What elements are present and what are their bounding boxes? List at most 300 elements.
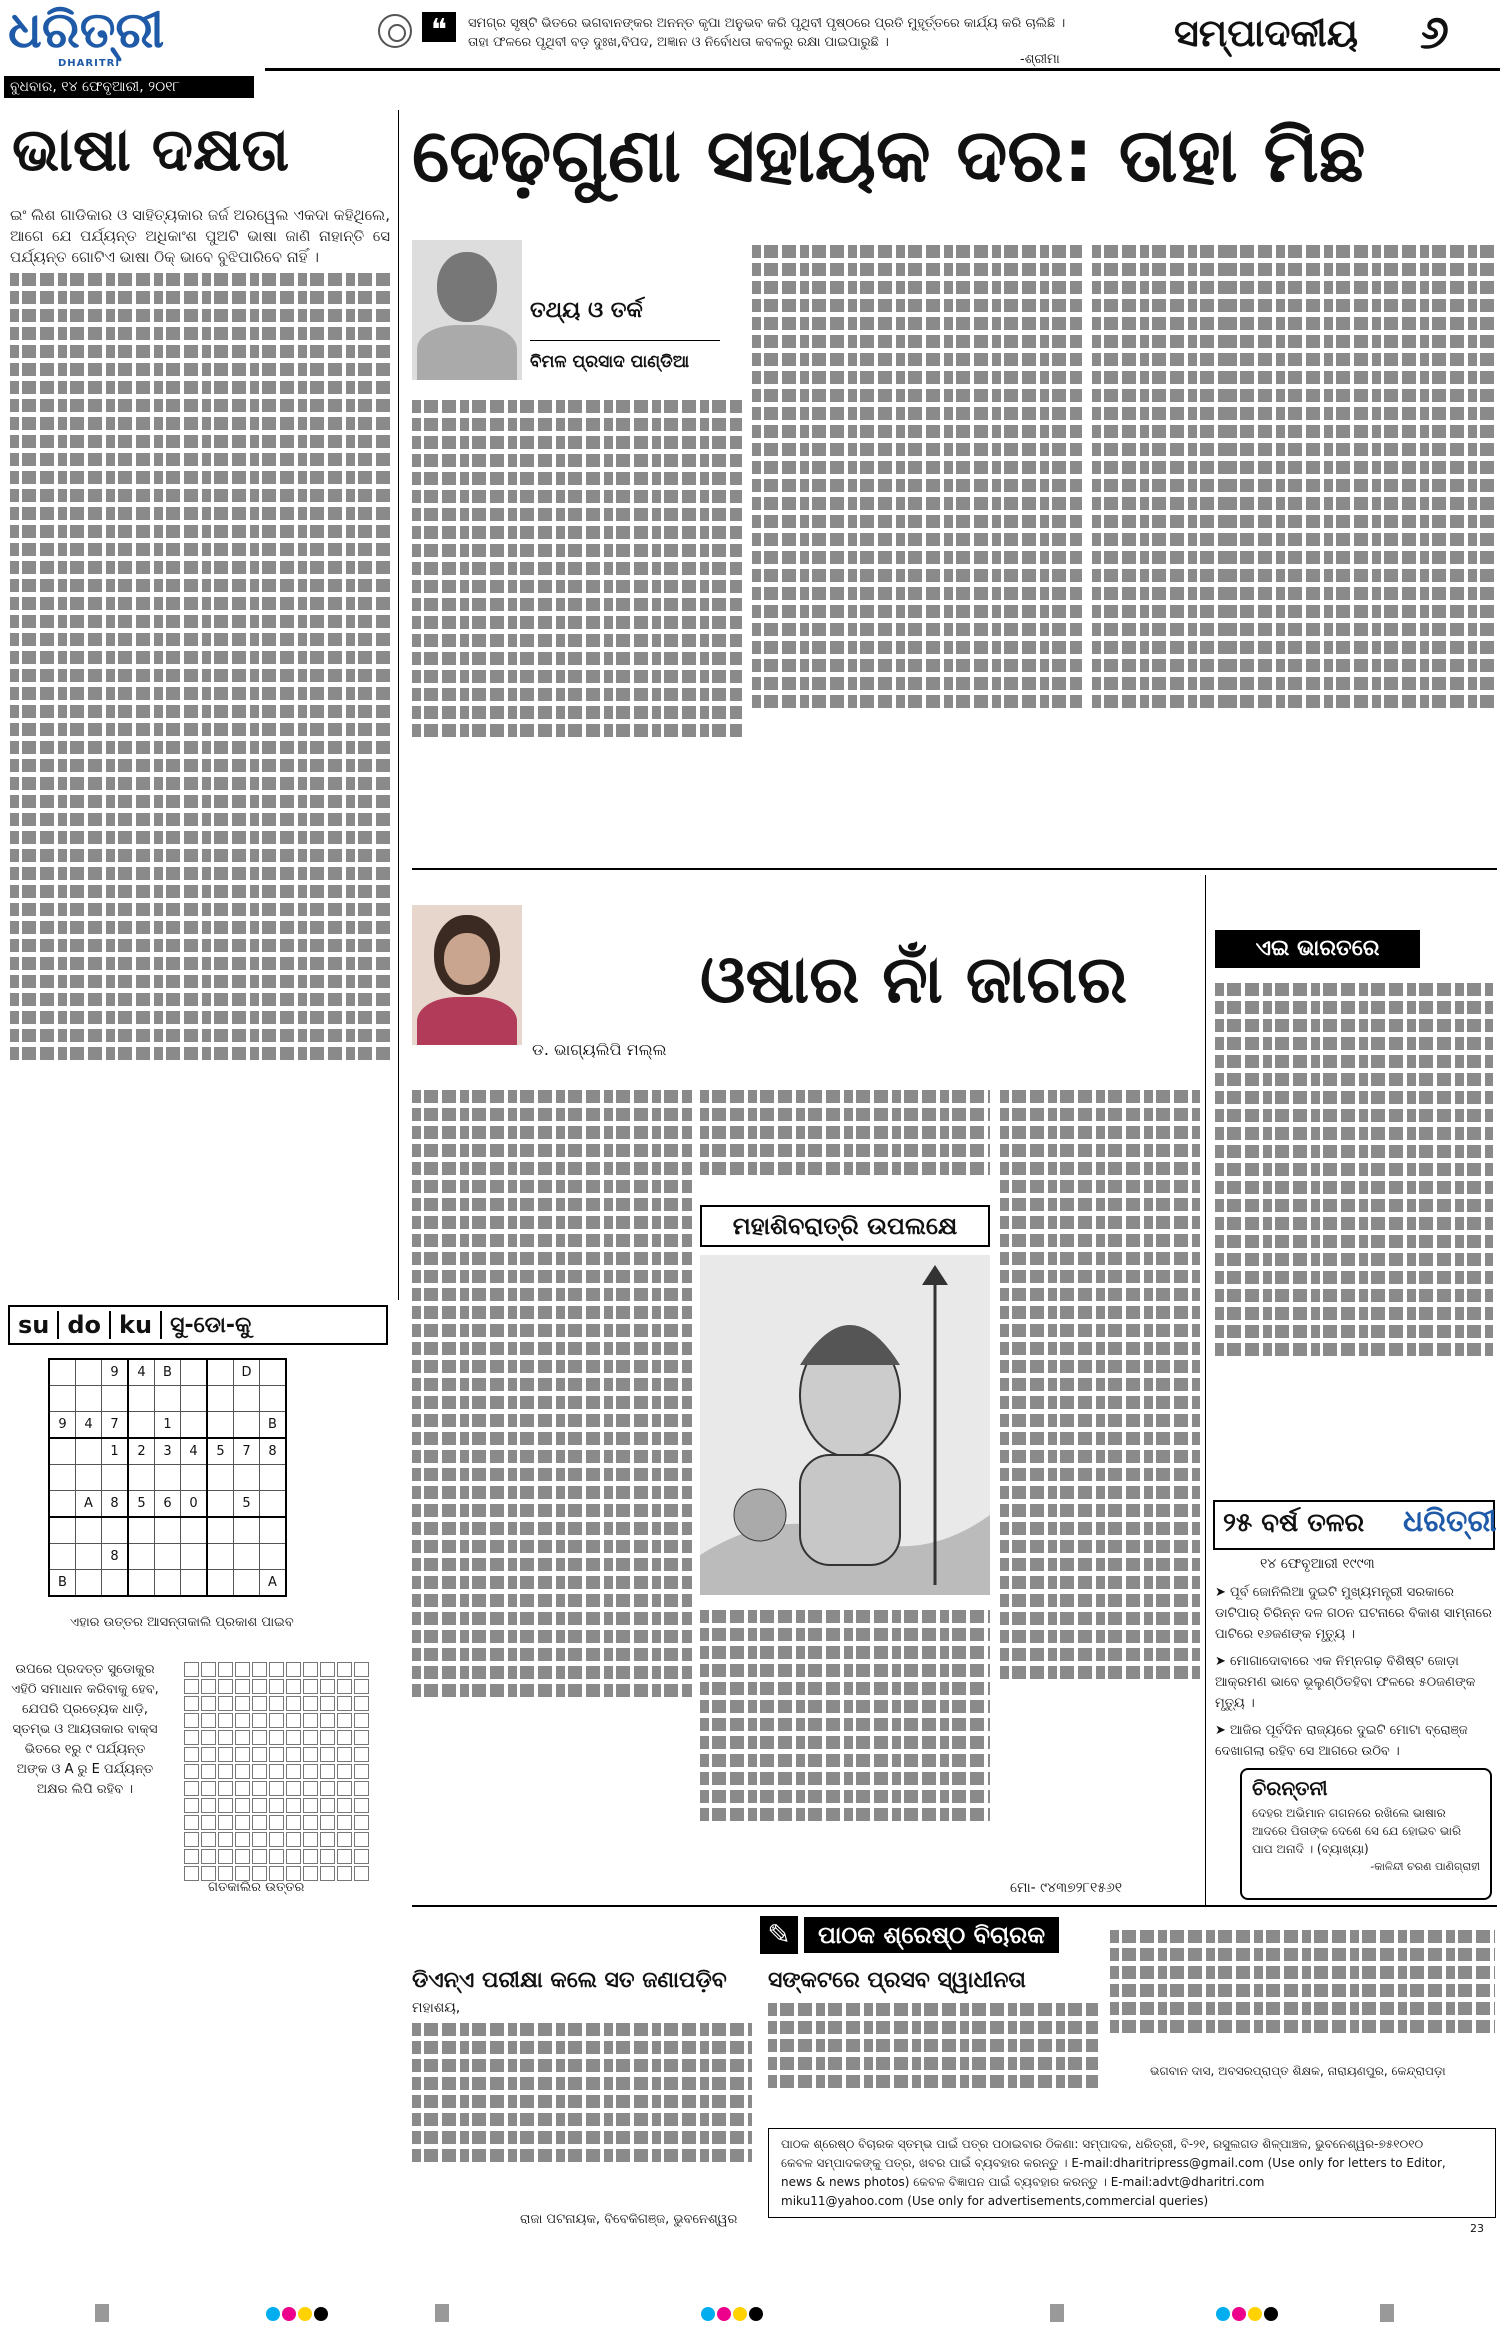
sudoku-solution-cell [218, 1849, 233, 1864]
page-folio: 23 [1470, 2222, 1484, 2235]
sudoku-solution-cell [286, 1798, 301, 1813]
main-author: ବିମଳ ପ୍ରସାଦ ପାଣ୍ଡିଆ [530, 352, 690, 372]
sudoku-cell [102, 1386, 129, 1412]
main-col-1 [412, 395, 742, 855]
sudoku-cell [76, 1544, 102, 1570]
sudoku-solution-cell [354, 1781, 369, 1796]
years-ago-list [1215, 1582, 1493, 1762]
footer-email-advt: news & news photos) କେବଳ ବିଜ୍ଞାପନ ପାଇଁ ବ୍ୟବହାର କରନ୍ତୁ । E-mail:advt@dharitri.com [781, 2175, 1265, 2189]
sudoku-caption: ଏହାର ଉତ୍ତର ଆସନ୍ତାକାଲି ପ୍ରକାଶ ପାଇବ [70, 1615, 294, 1630]
sudoku-solution-cell [252, 1679, 267, 1694]
sudoku-cell: 8 [102, 1491, 129, 1518]
sudoku-solution-cell [303, 1730, 318, 1745]
sudoku-solution-cell [184, 1849, 199, 1864]
sudoku-solution-cell [184, 1798, 199, 1813]
sudoku-cell [260, 1465, 287, 1491]
sudoku-solution-cell [201, 1662, 216, 1677]
sudoku-cell [207, 1517, 234, 1544]
sudoku-solution-cell [303, 1764, 318, 1779]
sudoku-cell [155, 1570, 181, 1597]
sudoku-solution-cell [218, 1866, 233, 1881]
sudoku-cell: 6 [155, 1491, 181, 1518]
sudoku-solution-cell [286, 1662, 301, 1677]
sudoku-solution-cell [303, 1781, 318, 1796]
sudoku-cell [49, 1465, 76, 1491]
sudoku-solution-row [184, 1730, 369, 1745]
sudoku-solution-cell [184, 1696, 199, 1711]
sudoku-solution-cell [337, 1815, 352, 1830]
sudoku-solution-cell [354, 1815, 369, 1830]
sudoku-solution-cell [354, 1696, 369, 1711]
sudoku-solution-cell [320, 1747, 335, 1762]
ei-bharat-title: ଏଇ ଭାରତରେ [1255, 936, 1380, 961]
sudoku-solution-cell [201, 1849, 216, 1864]
sudoku-solution-cell [303, 1713, 318, 1728]
sudoku-cell: 4 [76, 1412, 102, 1439]
shiva-illustration [700, 1255, 990, 1595]
author-photo-2 [412, 905, 522, 1045]
sudoku-solution-cell [201, 1747, 216, 1762]
letter-1-sign: ରାଜା ପଟନାୟକ, ବିବେକିଗଞ୍ଜ, ଭୁବନେଶ୍ୱର [520, 2212, 738, 2227]
sudoku-cell [102, 1465, 129, 1491]
sudoku-cell [49, 1491, 76, 1518]
sudoku-solution-cell [286, 1781, 301, 1796]
sudoku-cell [260, 1359, 287, 1386]
sudoku-solution-cell [184, 1662, 199, 1677]
sudoku-cell [234, 1517, 260, 1544]
column-name: ତଥ୍ୟ ଓ ତର୍କ [530, 298, 643, 323]
wheel-icon [378, 14, 412, 48]
sudoku-solution-cell [320, 1781, 335, 1796]
chirantani-title: ଚିରନ୍ତନୀ [1252, 1776, 1328, 1800]
sudoku-cell [102, 1517, 129, 1544]
sudoku-solution-cell [269, 1849, 284, 1864]
sudoku-cell: 4 [128, 1359, 155, 1386]
sudoku-solution-cell [218, 1781, 233, 1796]
sudoku-header [8, 1305, 388, 1345]
sudoku-solution-cell [218, 1662, 233, 1677]
sudoku-cell [207, 1386, 234, 1412]
sudoku-row [49, 1412, 286, 1439]
sudoku-solution-cell [184, 1764, 199, 1779]
sudoku-cell [181, 1359, 208, 1386]
sudoku-solution-cell [337, 1679, 352, 1694]
sudoku-cell: B [155, 1359, 181, 1386]
letter-1-title: ଡିଏନ୍ଏ ପରୀକ୍ଷା କଲେ ସତ ଜଣାପଡ଼ିବ [412, 1968, 727, 1993]
sudoku-solution-cell [337, 1866, 352, 1881]
newspaper-logo: ଧରିତ୍ରୀ [8, 0, 165, 59]
sudoku-solution-cell [354, 1747, 369, 1762]
sudoku-cell [76, 1438, 102, 1465]
letter-2-body-cont [1110, 1925, 1495, 2065]
sudoku-solution-cell [286, 1866, 301, 1881]
sudoku-cell [155, 1517, 181, 1544]
years-ago-label: ୨୫ ବର୍ଷ ତଳର [1223, 1508, 1365, 1538]
sudoku-cell [207, 1359, 234, 1386]
sudoku-cell [102, 1570, 129, 1597]
sudoku-solution-cell [184, 1679, 199, 1694]
sudoku-solution-cell [286, 1815, 301, 1830]
sudoku-solution-cell [235, 1730, 250, 1745]
sudoku-cell [181, 1412, 208, 1439]
sudoku-title-ku: ku [111, 1311, 162, 1339]
sudoku-solution-cell [252, 1798, 267, 1813]
sudoku-solution-cell [269, 1815, 284, 1830]
festival-subhead [700, 1205, 990, 1247]
sudoku-solution-cell [235, 1696, 250, 1711]
letters-footer-box [768, 2128, 1496, 2218]
sudoku-solution-cell [286, 1764, 301, 1779]
sudoku-solution-cell [252, 1866, 267, 1881]
sudoku-cell [234, 1386, 260, 1412]
sudoku-cell [207, 1570, 234, 1597]
sudoku-cell [181, 1570, 208, 1597]
sudoku-row [49, 1359, 286, 1386]
issue-date: ବୁଧବାର, ୧୪ ଫେବୃଆରୀ, ୨୦୧୮ [10, 79, 180, 95]
sudoku-solution-cell [184, 1781, 199, 1796]
sudoku-solution-cell [252, 1730, 267, 1745]
sudoku-cell [155, 1465, 181, 1491]
second-col-3 [1000, 1085, 1200, 1875]
sudoku-solution-cell [252, 1662, 267, 1677]
sudoku-solution-cell [354, 1764, 369, 1779]
sudoku-solution-cell [337, 1764, 352, 1779]
sudoku-cell [76, 1359, 102, 1386]
sudoku-solution-cell [303, 1815, 318, 1830]
sudoku-solution-cell [201, 1764, 216, 1779]
sudoku-cell [128, 1465, 155, 1491]
sudoku-solution-cell [354, 1679, 369, 1694]
sudoku-solution-cell [303, 1679, 318, 1694]
sudoku-cell: 3 [155, 1438, 181, 1465]
sudoku-cell: 8 [260, 1438, 287, 1465]
pen-icon: ✎ [760, 1916, 798, 1954]
sudoku-solution-cell [235, 1764, 250, 1779]
newspaper-logo-latin: DHARITRI [58, 58, 121, 69]
sudoku-cell [49, 1438, 76, 1465]
sudoku-cell [234, 1412, 260, 1439]
main-headline: ଦେଢ଼ଗୁଣା ସହାୟକ ଦର: ତାହା ମିଛ [412, 113, 1366, 199]
sudoku-cell: 9 [102, 1359, 129, 1386]
sudoku-solution-cell [286, 1849, 301, 1864]
sudoku-cell: 7 [102, 1412, 129, 1439]
editorial-intro: ଇଂ ଲିଶ ଗାଡିକାର ଓ ସାହିତ୍ୟକାର ଜର୍ଜ ଅରୱେଲ ଏକଦା କହିଥିଲେ, ଆଗେ ଯେ ପର୍ଯ୍ୟନ୍ତ ଅଧିକାଂଶ ପୁଅଟି ଭାଷା ଜାଣି ନାହାନ୍ତି ସେ ପର୍ଯ୍ୟନ୍ତ ଗୋଟିଏ ଭାଷା ଠିକ୍ ଭାବେ ବୁଝିପାରିବେ ନାହିଁ । [10, 206, 390, 266]
second-author: ଡ. ଭାଗ୍ୟଲିପି ମଲ୍ଲ [532, 1040, 667, 1059]
sudoku-solution-cell [201, 1866, 216, 1881]
sudoku-cell [181, 1386, 208, 1412]
sudoku-cell [128, 1570, 155, 1597]
sudoku-solution-cell [286, 1730, 301, 1745]
sudoku-solution-cell [269, 1866, 284, 1881]
sudoku-row [49, 1491, 286, 1518]
sudoku-solution-cell [286, 1713, 301, 1728]
sudoku-solution-cell [184, 1713, 199, 1728]
sudoku-cell: 4 [181, 1438, 208, 1465]
sudoku-cell [155, 1544, 181, 1570]
sudoku-cell [234, 1465, 260, 1491]
quote-mark-icon: ❝ [422, 12, 456, 42]
sudoku-solution-cell [320, 1815, 335, 1830]
sudoku-solution-cell [235, 1713, 250, 1728]
footer-email-editor: କେବଳ ସମ୍ପାଦକଙ୍କୁ ପତ୍ର, ଖବର ପାଇଁ ବ୍ୟବହାର କରନ୍ତୁ । E-mail:dharitripress@gmail.com (Use only for letters to Editor, [781, 2156, 1446, 2170]
sudoku-solution-cell [201, 1730, 216, 1745]
sudoku-solution-cell [269, 1679, 284, 1694]
second-headline: ଓଷାର ନାଁ ଜାଗର [700, 941, 1128, 1018]
sudoku-solution-cell [303, 1866, 318, 1881]
sudoku-cell [234, 1544, 260, 1570]
sudoku-cell: 2 [128, 1438, 155, 1465]
list-item: ➤ ଆଜିର ପୂର୍ବଦିନ ରାଜ୍ୟରେ ଦୁଇଟି ମୋଟା ବ୍ରୋଞ୍ଜ ଦେଖାଗଲା ରହିବ ସେ ଆଗରେ ଉଠିବ । [1215, 1723, 1468, 1759]
sudoku-solution-row [184, 1781, 369, 1796]
main-article-bottom-rule [412, 868, 1497, 870]
list-item: ➤ ପୂର୍ବ ଜୋନିଲିଆ ଦୁଇଟି ମୁଖ୍ୟମନ୍ତ୍ରୀ ସରକାରେ ଡାଟିପାର୍ ଚିରିନ୍ନ ଦଳ ଗଠନ ଘଟନାରେ ବିକାଶ ସାମ୍ନାରେ ପାଟିରେ ୧୬ଜଣଙ୍କ ମୃତ୍ୟୁ । [1215, 1585, 1492, 1642]
sudoku-cell: B [49, 1570, 76, 1597]
sudoku-solution-cell [269, 1696, 284, 1711]
letter-2-title: ସଙ୍କଟରେ ପ୍ରସବ ସ୍ୱାଧୀନତା [768, 1968, 1026, 1993]
sudoku-cell [128, 1544, 155, 1570]
list-item: ➤ ମୋଗାଦୋବାରେ ଏକ ନିମ୍ନଗଢ଼ ବିଶିଷ୍ଟ ଜୋଡ଼ା ଆକ୍ରମଣ ଭାବେ ଭୂଲୁଣ୍ଠିତହିବା ଫଳରେ ୫୦ଜଣଙ୍କ ମୃତ୍ୟୁ । [1215, 1654, 1476, 1711]
sudoku-solution-row [184, 1764, 369, 1779]
sudoku-solution-cell [235, 1747, 250, 1762]
sudoku-solution-cell [252, 1815, 267, 1830]
sudoku-cell [207, 1491, 234, 1518]
sudoku-cell [181, 1517, 208, 1544]
sudoku-cell: 0 [181, 1491, 208, 1518]
main-col-2 [752, 240, 1082, 855]
sudoku-solution-cell [269, 1747, 284, 1762]
sudoku-solution-cell [269, 1798, 284, 1813]
sudoku-cell: 5 [128, 1491, 155, 1518]
sudoku-cell [128, 1517, 155, 1544]
sudoku-solution-cell [303, 1832, 318, 1847]
sudoku-solution-cell [184, 1747, 199, 1762]
letter-1-salute: ମହାଶୟ, [412, 2000, 461, 2016]
sudoku-solution-cell [337, 1713, 352, 1728]
sudoku-solution-caption: ଗତକାଲିର ଉତ୍ତର [208, 1880, 305, 1895]
festival-subhead-text: ମହାଶିବରାତ୍ରି ଉପଲକ୍ଷେ [732, 1212, 958, 1240]
sudoku-solution-cell [320, 1713, 335, 1728]
sudoku-solution-cell [320, 1662, 335, 1677]
sudoku-solution-cell [320, 1798, 335, 1813]
sudoku-cell [181, 1465, 208, 1491]
chirantani-box [1240, 1768, 1492, 1900]
sudoku-row [49, 1570, 286, 1597]
sudoku-row [49, 1438, 286, 1465]
sudoku-solution-cell [218, 1730, 233, 1745]
daily-quote-author: -ଶ୍ରୀମା [1020, 52, 1060, 67]
sudoku-solution-cell [269, 1730, 284, 1745]
sudoku-solution-cell [235, 1815, 250, 1830]
sudoku-solution-cell [269, 1713, 284, 1728]
sudoku-cell [128, 1386, 155, 1412]
sudoku-solution-cell [252, 1764, 267, 1779]
sudoku-cell: A [76, 1491, 102, 1518]
sudoku-solution-cell [337, 1798, 352, 1813]
letter-1-body [412, 2018, 752, 2210]
sudoku-cell [49, 1359, 76, 1386]
sudoku-solution-cell [303, 1798, 318, 1813]
sudoku-solution-row [184, 1798, 369, 1813]
sudoku-row [49, 1517, 286, 1544]
sudoku-cell [207, 1465, 234, 1491]
sudoku-solution-cell [354, 1832, 369, 1847]
second-col-1 [412, 1085, 692, 1895]
main-col-4 [1228, 240, 1496, 860]
sudoku-cell [155, 1386, 181, 1412]
years-ago-box [1213, 1500, 1495, 1550]
sudoku-solution-cell [320, 1730, 335, 1745]
sudoku-cell [260, 1386, 287, 1412]
sudoku-solution-cell [354, 1713, 369, 1728]
masthead-rule [265, 68, 1500, 71]
sudoku-grid [48, 1358, 287, 1597]
sudoku-solution-cell [252, 1832, 267, 1847]
sudoku-solution-cell [320, 1832, 335, 1847]
letter-2-body [768, 1998, 1098, 2118]
sudoku-cell: 1 [155, 1412, 181, 1439]
sudoku-row [49, 1386, 286, 1412]
sudoku-cell [181, 1544, 208, 1570]
footer-email-alt: miku11@yahoo.com (Use only for advertisements,commercial queries) [781, 2194, 1209, 2208]
sudoku-solution-cell [218, 1713, 233, 1728]
letters-banner-text: ପାଠକ ଶ୍ରେଷ୍ଠ ବିଚାରକ [804, 1917, 1059, 1953]
sudoku-cell: B [260, 1412, 287, 1439]
sudoku-cell [207, 1412, 234, 1439]
letters-top-rule [412, 1905, 1497, 1907]
sudoku-solution-row [184, 1662, 369, 1677]
sudoku-solution-cell [303, 1662, 318, 1677]
sudoku-solution-cell [337, 1781, 352, 1796]
sudoku-cell [128, 1412, 155, 1439]
sudoku-solution-cell [184, 1815, 199, 1830]
sudoku-cell [260, 1491, 287, 1518]
sudoku-solution-cell [354, 1730, 369, 1745]
sudoku-solution-cell [252, 1747, 267, 1762]
sudoku-solution-cell [337, 1832, 352, 1847]
sudoku-solution-cell [320, 1866, 335, 1881]
sudoku-cell [207, 1544, 234, 1570]
sudoku-solution-cell [337, 1747, 352, 1762]
sudoku-solution-cell [218, 1747, 233, 1762]
editorial-body [10, 205, 390, 1285]
chirantani-text: ଦେହର ଅଭିମାନ ଗଗନରେ ରଖିଲେ ଭାଷାର ଆଦରେ ପିତାଙ୍କ ଦେଶେ ସେ ଯେ ହୋଇବ ଭାରି ପାପ ଅନାଦି । (ବ୍ୟାଖ୍ୟା) [1252, 1806, 1462, 1856]
sudoku-cell: 5 [207, 1438, 234, 1465]
sudoku-solution-cell [337, 1849, 352, 1864]
chirantani-author: -କାଳିନ୍ଦୀ ଚରଣ ପାଣିଗ୍ରାହୀ [1370, 1860, 1480, 1873]
sudoku-cell: 1 [102, 1438, 129, 1465]
sudoku-solution-cell [252, 1696, 267, 1711]
sudoku-cell [49, 1544, 76, 1570]
sudoku-cell [76, 1517, 102, 1544]
sudoku-solution-cell [269, 1781, 284, 1796]
sudoku-cell: A [260, 1570, 287, 1597]
sudoku-solution-cell [286, 1696, 301, 1711]
sudoku-solution-grid [182, 1660, 371, 1883]
section-title: ସମ୍ପାଦକୀୟ [1174, 11, 1359, 55]
sudoku-solution-cell [269, 1832, 284, 1847]
second-contact: ମୋ- ୯୪୩୭୨୮୧୫୬୧ [1010, 1880, 1123, 1896]
date-bar [4, 76, 254, 98]
sudoku-title-odia: ସୁ-ଡୋ-କୁ [170, 1312, 252, 1338]
sudoku-solution-row [184, 1849, 369, 1864]
sudoku-solution-row [184, 1747, 369, 1762]
sudoku-solution-cell [235, 1662, 250, 1677]
sudoku-solution-cell [354, 1866, 369, 1881]
sudoku-solution-cell [320, 1764, 335, 1779]
sudoku-solution-cell [337, 1730, 352, 1745]
sudoku-solution-cell [286, 1832, 301, 1847]
sudoku-title-su: su [10, 1311, 59, 1339]
sudoku-solution-cell [235, 1832, 250, 1847]
sudoku-cell [76, 1465, 102, 1491]
sudoku-row [49, 1544, 286, 1570]
sudoku-solution-cell [218, 1696, 233, 1711]
sudoku-solution-cell [303, 1696, 318, 1711]
author-rule [530, 340, 720, 341]
sudoku-solution-cell [252, 1713, 267, 1728]
sudoku-solution-cell [218, 1764, 233, 1779]
sudoku-cell: 8 [102, 1544, 129, 1570]
sudoku-solution-cell [269, 1662, 284, 1677]
sudoku-cell [260, 1517, 287, 1544]
second-col-2 [700, 1605, 990, 1895]
masthead [0, 0, 1500, 95]
footer-address: ପାଠକ ଶ୍ରେଷ୍ଠ ବିଚାରକ ସ୍ତମ୍ଭ ପାଇଁ ପତ୍ର ପଠାଇବାର ଠିକଣା: ସମ୍ପାଦକ, ଧରିତ୍ରୀ, ବି-୨୧, ରସୁଲଗଡ ଶିଳ୍ପାଞ୍ଚଳ, ଭୁବନେଶ୍ୱର-୭୫୧୦୧୦ [781, 2137, 1424, 2151]
second-col-2-top [700, 1085, 990, 1200]
sudoku-solution-cell [303, 1747, 318, 1762]
sudoku-hint: ଉପରେ ପ୍ରଦତ୍ତ ସୁଡୋକୁର ଏହିଠି ସମାଧାନ କରିବାକୁ ହେବ, ଯେପରି ପ୍ରତ୍ୟେକ ଧାଡ଼ି, ସ୍ତମ୍ଭ ଓ ଆୟତାକାର ବାକ୍ସ ଭିତରେ ୧ରୁ ୯ ପର୍ଯ୍ୟନ୍ତ ଅଙ୍କ ଓ A ରୁ E ପର୍ଯ୍ୟନ୍ତ ଅକ୍ଷର ଲିପି ରହିବ । [11, 1662, 159, 1797]
sudoku-solution-cell [269, 1764, 284, 1779]
sudoku-solution-row [184, 1815, 369, 1830]
sudoku-cell: D [234, 1359, 260, 1386]
sudoku-solution-cell [218, 1679, 233, 1694]
author-photo-1 [412, 240, 522, 380]
sudoku-solution-cell [201, 1696, 216, 1711]
sudoku-solution-cell [320, 1679, 335, 1694]
sudoku-title-do: do [59, 1311, 111, 1339]
sudoku-solution-cell [354, 1849, 369, 1864]
sudoku-solution-cell [337, 1696, 352, 1711]
sudoku-cell [260, 1544, 287, 1570]
sudoku-solution-cell [337, 1662, 352, 1677]
sudoku-solution-row [184, 1713, 369, 1728]
sudoku-solution-cell [201, 1781, 216, 1796]
editorial-title: ଭାଷା ଦକ୍ଷତା [12, 115, 290, 185]
sudoku-solution-row [184, 1679, 369, 1694]
sudoku-solution-cell [286, 1679, 301, 1694]
sudoku-solution-cell [201, 1798, 216, 1813]
sudoku-solution-row [184, 1696, 369, 1711]
sudoku-solution-row [184, 1866, 369, 1881]
registration-marks [0, 2300, 1500, 2330]
sudoku-solution-cell [252, 1849, 267, 1864]
sudoku-cell [49, 1386, 76, 1412]
sudoku-solution-cell [184, 1832, 199, 1847]
sudoku-solution-cell [201, 1815, 216, 1830]
sudoku-solution-cell [218, 1815, 233, 1830]
sudoku-solution-cell [201, 1679, 216, 1694]
sudoku-cell: 7 [234, 1438, 260, 1465]
page-number: ୬ [1420, 5, 1449, 59]
letters-banner [760, 1912, 1160, 1958]
sudoku-solution-cell [218, 1832, 233, 1847]
sudoku-cell [76, 1570, 102, 1597]
sudoku-cell [76, 1386, 102, 1412]
column-divider-2 [1205, 875, 1206, 1905]
sudoku-solution-cell [235, 1849, 250, 1864]
sudoku-solution-cell [320, 1849, 335, 1864]
column-divider [398, 110, 399, 1300]
